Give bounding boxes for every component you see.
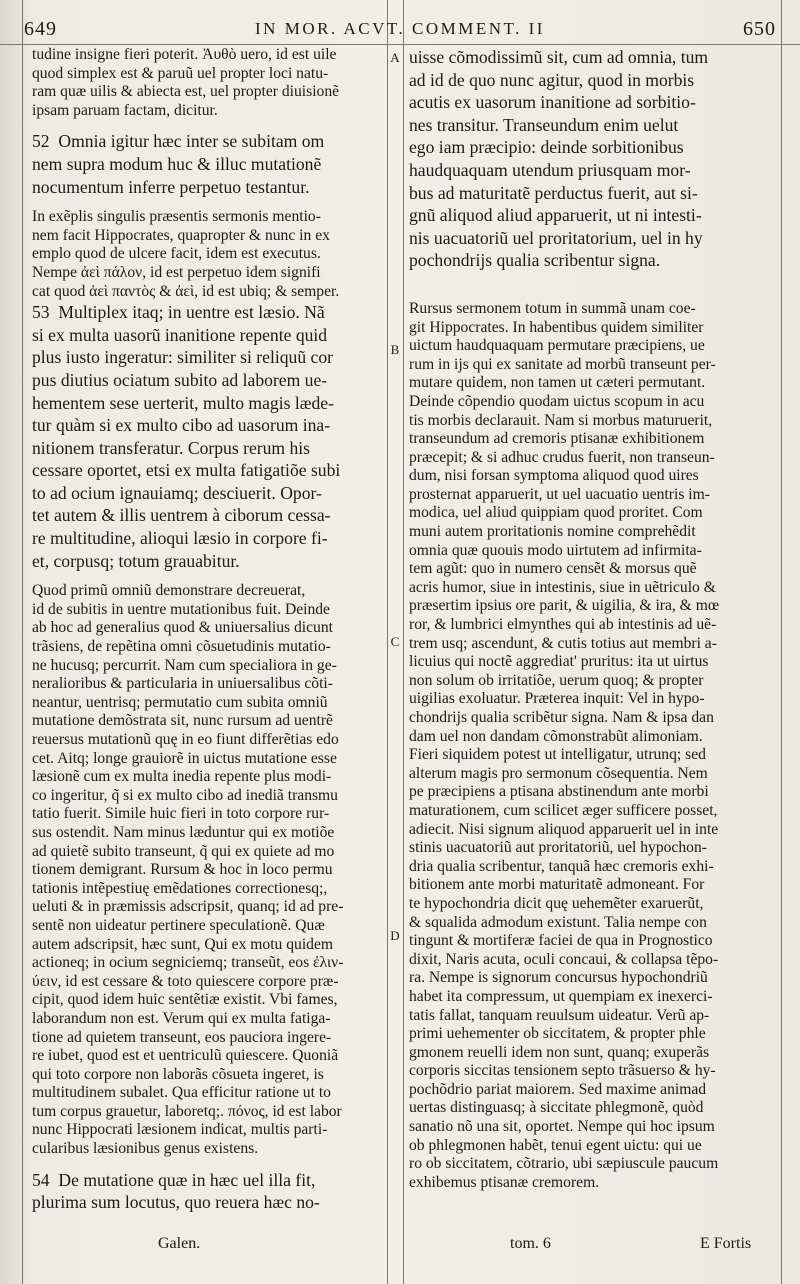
text-line: ad quietẽ subito transeunt, q̃ qui ex quiete ad mo [32, 842, 335, 860]
text-line: neralioribus & particularia in uniuersalibus cõti- [32, 675, 333, 693]
text-line: quod simplex est & paruũ uel propter loci natu- [32, 64, 329, 82]
left-column [32, 46, 386, 1214]
text-line: cet. Aitq; longe grauiorẽ in uictus mutatione esse [32, 749, 337, 767]
text-line: tudine insigne fieri poterit. Ἀυθὸ uero, id est uile [32, 46, 337, 63]
text-line: sus ostendit. Nam minus læduntur qui ex motiõe [32, 823, 335, 841]
text-line: nem facit Hippocrates, quapropter & nunc in ex [32, 226, 330, 244]
text-line: chondrijs qualia scribẽtur signa. Nam & ipsa dan [409, 709, 714, 726]
text-line: tionem demigrant. Rursum & hoc in loco permu [32, 861, 333, 879]
aphorism-line: pochondrijs qualia scribentur signa. [409, 250, 661, 271]
aphorism-line: tet autem & illis uentrem à ciborum cessa- [32, 505, 331, 526]
text-line: ueluti & in præmissis adscripsit, quanq; id ad pre- [32, 898, 344, 916]
section-marker-c: C [390, 634, 400, 649]
text-line: cat quod ἀεὶ παντὸς & ἀεὶ, id est ubiq; & semper. [32, 282, 340, 300]
text-line: ab hoc ad generalius quod & uniuersalius dicunt [32, 619, 333, 637]
right-paragraph-2 [409, 300, 773, 1193]
text-line: dixit, Naris acuta, oculi concaui, & collapsa tẽpo- [409, 950, 719, 968]
aphorism-line: gnũ aliquod aliud apparuerit, ut ni intesti- [409, 205, 702, 226]
right-column [409, 46, 773, 1192]
text-line: Fieri siquidem potest ut intelligatur, utrunq; sed [409, 746, 706, 764]
aphorism-52 [32, 130, 386, 198]
section-marker-a: A [390, 50, 400, 65]
text-line: bitionem ante morbi maturitatẽ admoneant. For [409, 876, 705, 894]
text-line: ram quæ uilis & abiecta est, uel propter diuisionẽ [32, 83, 340, 101]
text-line: nunc Hippocrati læsionem indicat, multis parti- [32, 1121, 328, 1139]
text-line: exhibemus ptisanæ cremorem. [409, 1173, 600, 1191]
outer-margin-rule-right [781, 0, 782, 1284]
text-line: non solum ob irritatiõe, uerum quoq; & propter [409, 671, 704, 689]
text-line: mutatione demõstrata sit, nunc rursum ad uentrẽ [32, 712, 333, 730]
footer-signature: E Fortis [700, 1235, 752, 1252]
aphorism-line: tur quàm si ex multo cibo ad uasorum ina- [32, 415, 331, 436]
text-line: & squalida admodum existunt. Talia nempe con [409, 913, 707, 931]
text-line: omnia quæ quouis modo uirtutem ad infirmita- [409, 541, 702, 559]
aphorism-line: plurima sum locutus, quo reuera hæc no- [32, 1192, 320, 1213]
header-rule [0, 44, 800, 45]
aphorism-53 [32, 301, 386, 572]
text-line: ne hucusq; percurrit. Nam cum specialiora in ge- [32, 656, 337, 674]
aphorism-line [32, 130, 386, 153]
text-line: rum in ijs qui ex sanitate ad morbũ transeunt per- [409, 355, 716, 373]
spacer [32, 198, 386, 208]
text-line: ύειν, id est cessare & toto quiescere corpore præ- [32, 972, 339, 990]
section-marker-b: B [390, 342, 400, 357]
text-line: dria qualia scribentur, tanquã hæc cremoris exhi- [409, 857, 714, 875]
text-line: transeundum ad cremoris ptisanæ exhibitionem [409, 430, 705, 448]
left-paragraph-1 [32, 46, 386, 120]
text-line: git Hippocrates. In habentibus quidem similiter [409, 318, 704, 336]
text-line: uictum haudquaquam permutare præcipiens, ue [409, 337, 705, 355]
aphorism-line [32, 301, 386, 324]
text-line: tationis intẽpestiuę emẽdationes correctionesq;, [32, 879, 328, 897]
aphorism-line: bus ad maturitatẽ perductus fuerit, aut si- [409, 182, 698, 203]
text-line: prosternat apparuerit, ut uel uacuatio uentris im- [409, 485, 710, 503]
text-line: ro ob siccitatem, cõtrario, ubi sæpiuscule paucum [409, 1155, 719, 1173]
aphorism-number: 53 [32, 302, 50, 323]
text-line: neantur, uentrisq; permutatio cum subita omniũ [32, 693, 328, 711]
text-line: co ingeritur, q̃ si ex multo cibo ad inediã transmu [32, 786, 338, 804]
text-line: pe præcipiens a ptisana abstinendum ante morbi [409, 783, 709, 801]
aphorism-text: Multiplex itaq; in uentre est læsio. Nã [58, 302, 325, 323]
text-line: multitudinem subalet. Qua efficitur ratione ut to [32, 1084, 331, 1102]
aphorism-line: plus iusto ingeratur: similiter si reliquũ cor [32, 347, 334, 368]
text-line: maturationem, cum scilicet æger sufficere posset, [409, 801, 718, 819]
aphorism-line: cessare oportet, etsi ex multa fatigatiõe subi [32, 460, 341, 481]
text-line: tis morbis declarauit. Nam si morbus maturuerit, [409, 411, 713, 429]
footer-catchword-left: Galen. [158, 1235, 201, 1252]
right-paragraph-1 [409, 46, 773, 272]
text-line: gmonem reuelli idem non sunt, quanq; exuperãs [409, 1043, 710, 1061]
aphorism-text: Omnia igitur hæc inter se subitam om [58, 131, 325, 152]
spacer [32, 1159, 386, 1169]
aphorism-line: si ex multa uasorũ inanitione repente quid [32, 324, 328, 345]
text-line: In exẽplis singulis præsentis sermonis mentio- [32, 208, 321, 226]
footer-volume: tom. 6 [510, 1235, 551, 1252]
text-line: te hypochondria dicit quę uehemẽter exaruerũt, [409, 894, 704, 912]
text-line: dum, nisi forsan symptoma aliquod quod uires [409, 467, 699, 485]
text-line: tum corpus grauetur, laboretq;. πόνος, id est labor [32, 1102, 342, 1120]
text-line: stinis uacuatoriũ aut proritatoriũ, uel hypochon- [409, 839, 707, 857]
aphorism-line: nocumentum inferre perpetuo testantur. [32, 176, 310, 197]
left-paragraph-3 [32, 582, 386, 1158]
text-line: reuersus mutationũ quę in eo fiunt differẽtias edo [32, 731, 339, 748]
text-line: re iubet, quod est et uentriculũ quiescere. Quoniã [32, 1047, 339, 1065]
spacer [32, 572, 386, 582]
aphorism-line: nem supra modum huc & illuc mutationẽ [32, 153, 322, 174]
text-line: licuius qui noctẽ aggrediat' pruritus: ita ut uirtus [409, 653, 709, 671]
text-line: cipit, quod idem huic sentẽtiæ existit. Vbi fames, [32, 991, 338, 1009]
text-line: autem adscripsit, hæc sunt, Qui ex motu quidem [32, 935, 334, 953]
aphorism-line: hementem sese uerterit, multo magis læde- [32, 392, 334, 413]
spacer [32, 120, 386, 130]
text-line: tatio fuerit. Simile huic fieri in toto corpore rur- [32, 805, 330, 823]
text-line: Deinde cõpendio quodam uictus scopum in acu [409, 392, 705, 410]
text-line: sanatio nõ una sit, oportet. Nempe qui hoc ipsum [409, 1118, 715, 1136]
text-line: muni autem proritationis nomine comprehẽdit [409, 523, 696, 541]
aphorism-line: ad id de quo nunc agitur, quod in morbis [409, 69, 695, 90]
page-number-left: 649 [24, 17, 57, 40]
text-line: id de subitis in uentre mutationibus fuit. Deinde [32, 600, 330, 618]
text-line: tione ad quietem transeunt, eos pauciora ingere- [32, 1028, 332, 1046]
aphorism-text: De mutatione quæ in hæc uel illa fit, [58, 1169, 316, 1190]
text-line: pochõdrio pariat maiorem. Sed maxime animad [409, 1080, 707, 1098]
text-line: alterum magis pro sermonum cõsequentia. Nem [409, 764, 708, 782]
text-line: trãsiens, de repẽtina omni cõsuetudinis mutatio- [32, 638, 331, 656]
text-line: Rursus sermonem totum in summã unam coe- [409, 299, 696, 317]
aphorism-number: 54 [32, 1169, 50, 1190]
text-line: Nempe ἀεὶ πάλον, id est perpetuo idem signifi [32, 263, 321, 281]
text-line: præsertim ipsius ore parit, & uigilia, & ira, & mœ [409, 597, 720, 615]
text-line: uigilias exoluatur. Præterea inquit: Vel in hypo- [409, 690, 705, 708]
aphorism-line: pus diutius ociatum subito ad laborem ue- [32, 369, 328, 390]
text-line: Quod primũ omniũ demonstrare decreuerat, [32, 582, 306, 600]
text-line: cularibus læsionibus genus existens. [32, 1140, 259, 1158]
aphorism-line [32, 1169, 386, 1192]
section-marker-d: D [390, 928, 400, 943]
aphorism-line: ego iam præcipio: deinde sorbitionibus [409, 137, 684, 158]
text-line: uertas distinguasq; à siccitate phlegmonẽ, quòd [409, 1099, 704, 1117]
text-line: ror, & lumbrici elmynthes qui ab intestinis ad uẽ- [409, 616, 717, 634]
text-line: laborandum non est. Verum qui ex multa fatiga- [32, 1009, 331, 1027]
text-line: dam uel non dandam cõmonstrabũt alimoniam. [409, 727, 703, 745]
aphorism-line: nes transitur. Transeundum enim uelut [409, 114, 679, 135]
aphorism-line: re multitudine, alioqui læsio in corpore fi- [32, 528, 328, 549]
aphorism-line: uisse cõmodissimũ sit, cum ad omnia, tum [409, 47, 709, 67]
text-line: emplo quod de ulcere facit, idem est executus. [32, 245, 321, 263]
spacer [409, 272, 773, 300]
aphorism-line: et, corpusq; totum grauabitur. [32, 550, 240, 571]
text-line: trem usq; ascendunt, & cutis totius aut membri a- [409, 634, 717, 652]
aphorism-line: acutis ex uasorum inanitione ad sorbitio- [409, 92, 696, 113]
text-line: læsionẽ cum ex multa inedia repente plus modi- [32, 768, 332, 786]
aphorism-line: nis uacuatoriũ uel proritatorium, uel in hy [409, 227, 703, 248]
left-paragraph-2 [32, 208, 386, 301]
text-line: habet ita compressum, ut quempiam ex inexerci- [409, 987, 713, 1005]
column-divider-right [403, 0, 404, 1284]
text-line: mutare quidem, non tamen ut cæteri permutant. [409, 374, 706, 392]
text-line: ob phlegmonen habẽt, tenui egent uictu: qui ue [409, 1136, 702, 1154]
text-line: tingunt & mortiferæ faciei de qua in Prognostico [409, 932, 713, 950]
aphorism-line: nitionem transferatur. Corpus rerum his [32, 437, 311, 458]
aphorism-line: to ad ocium ignauiamq; desciuerit. Opor- [32, 482, 322, 503]
text-line: primi uehementer ob siccitatem, & propter phle [409, 1025, 706, 1043]
text-line: ra. Nempe is signorum concursus hypochondriũ [409, 969, 708, 987]
text-line: modica, uel aliud quippiam quod proritet. Com [409, 504, 703, 522]
text-line: actioneq; in ocium segniciemq; transeũt, eos ἐλιν- [32, 954, 344, 972]
text-line: corporis siccitas tensionem septo trãsuerso & hy- [409, 1062, 716, 1080]
text-line: acris humor, siue in intestinis, siue in uẽtriculo & [409, 578, 716, 596]
text-line: adiecit. Nisi signum aliquod apparuerit uel in inte [409, 820, 719, 838]
aphorism-number: 52 [32, 131, 50, 152]
text-line: præcepit; & si adhuc crudus fuerit, non transeun- [409, 448, 715, 466]
text-line: qui toto corpore non laborãs cõsueta ingeret, is [32, 1065, 324, 1083]
aphorism-line: haudquaquam utendum priusquam mor- [409, 159, 691, 180]
outer-margin-rule-left [22, 0, 23, 1284]
text-line: sentẽ non uideatur pertinere speculationẽ. Quæ [32, 916, 325, 934]
text-line: ipsam paruam factam, dicitur. [32, 101, 218, 119]
running-title: IN MOR. ACVT. COMMENT. II [255, 19, 545, 38]
text-line: tem agũt: quo in numero censẽt & morsus quẽ [409, 560, 697, 578]
page-number-right: 650 [742, 17, 776, 40]
text-line: tatis fallat, tanquam reuulsum uideatur. Verũ ap- [409, 1006, 710, 1024]
running-header [24, 14, 776, 44]
aphorism-54 [32, 1169, 386, 1214]
